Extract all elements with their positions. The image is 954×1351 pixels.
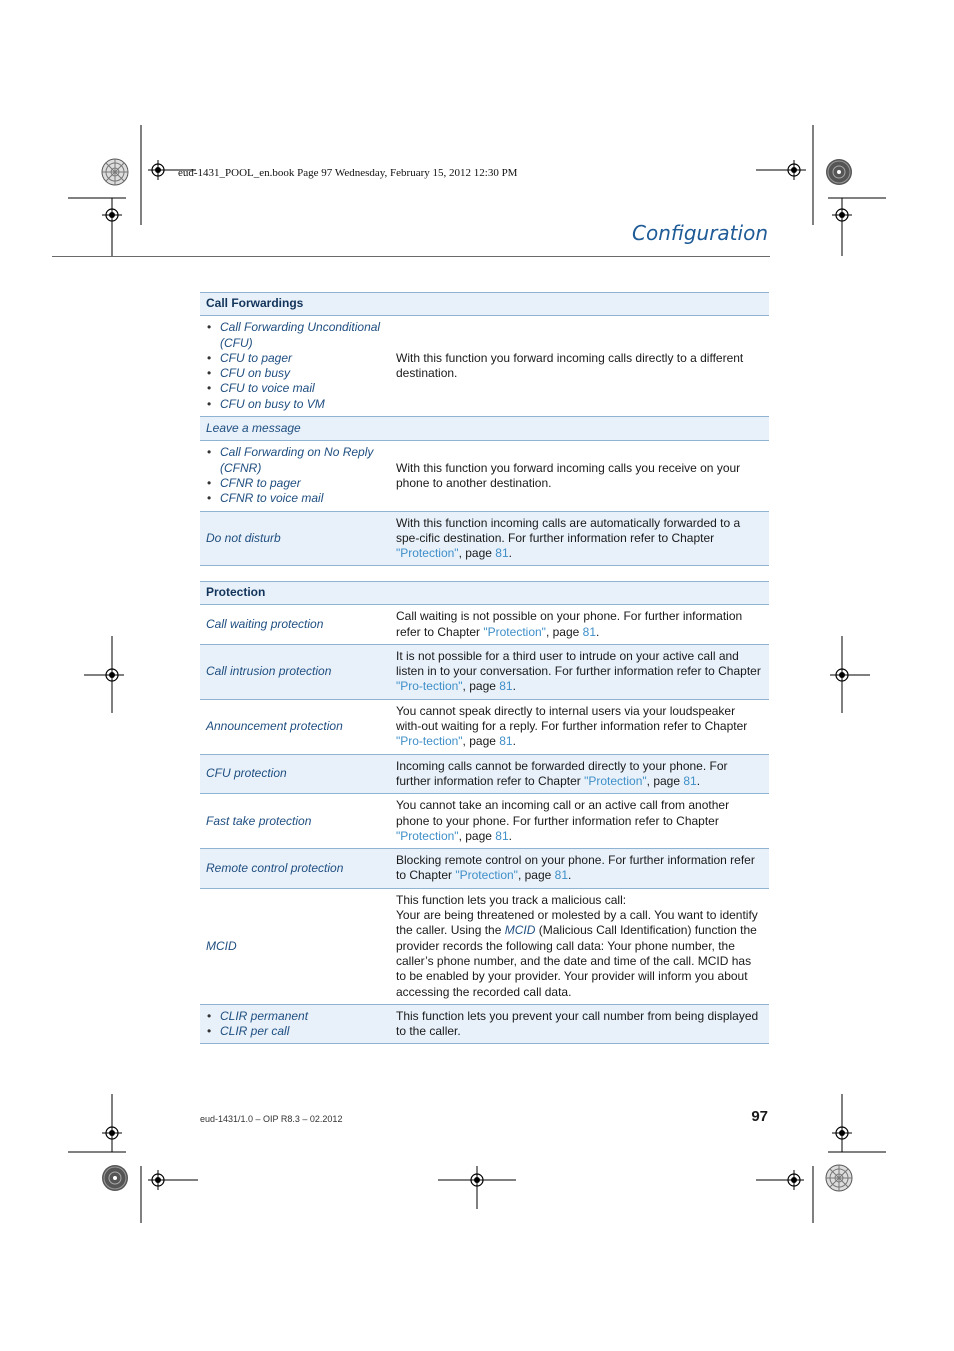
feature-description: You cannot take an incoming call or an active call from another phone to your phone. For further information refer to Chapter "Protection", page 81. (390, 794, 769, 849)
page-title: Configuration (632, 221, 768, 245)
feature-list (200, 441, 390, 511)
feature-description: It is not possible for a third user to intrude on your active call and listen in to your conversation. For further information refer to Chapter "Pro-tection", page 81. (390, 644, 769, 699)
mcid-term: MCID (504, 923, 536, 938)
feature-label: Call waiting protection (200, 605, 390, 645)
list-item: • CLIR permanent (206, 1009, 384, 1024)
table-row (200, 644, 769, 699)
feature-label: Fast take protection (200, 794, 390, 849)
table-row (200, 888, 769, 1004)
feature-label: Leave a message (200, 417, 390, 441)
page-link[interactable]: 81 (499, 679, 513, 694)
feature-description: With this function incoming calls are automatically forwarded to a spe-cific destination. For further information refer to Chapter "Protection", page 81. (390, 511, 769, 566)
feature-description: Incoming calls cannot be forwarded directly to your phone. For further information refer to Chapter "Protection", page 81. (390, 754, 769, 794)
table-row (200, 511, 769, 566)
list-item: • CLIR per call (206, 1024, 384, 1039)
feature-description: This function lets you track a malicious call: Your are being threatened or molested by a call. You want to identify the caller. Using the MCID (Malicious Call Identification) function the provider records the following call data: Your phone number, the caller’s phone number, and the date and time of the call. MCID has to be enabled by your provider. Your provider will inform you about accessing the recorded call data. (390, 888, 769, 1004)
feature-label: Do not disturb (200, 511, 390, 566)
page-number: 97 (751, 1108, 768, 1125)
table-row (200, 754, 769, 794)
chapter-link[interactable]: "Pro-tection" (396, 734, 463, 749)
chapter-link[interactable]: "Protection" (584, 773, 647, 788)
chapter-link[interactable]: "Protection" (483, 624, 546, 639)
book-info-line: eud-1431_POOL_en.book Page 97 Wednesday, February 15, 2012 12:30 PM (178, 167, 518, 179)
feature-description: With this function you forward incoming calls you receive on your phone to another destination. (390, 441, 769, 511)
list-item: • CFU to pager (206, 351, 384, 366)
chapter-link[interactable]: "Protection" (396, 828, 459, 843)
table-row (200, 605, 769, 645)
chapter-link[interactable]: "Protection" (455, 868, 518, 883)
header-divider (52, 256, 770, 257)
feature-label: Call intrusion protection (200, 644, 390, 699)
table-row (200, 794, 769, 849)
list-item: • CFNR to voice mail (206, 491, 384, 506)
table-row (200, 441, 769, 511)
list-item: • CFNR to pager (206, 476, 384, 491)
list-item: • CFU on busy (206, 366, 384, 381)
page-link[interactable]: 81 (554, 868, 568, 883)
list-item: • CFU to voice mail (206, 381, 384, 396)
document-id: eud-1431/1.0 – OIP R8.3 – 02.2012 (200, 1114, 343, 1124)
table-row (200, 699, 769, 754)
feature-description: Blocking remote control on your phone. For further information refer to Chapter "Protection", page 81. (390, 849, 769, 889)
feature-list (200, 316, 390, 417)
list-item: • CFU on busy to VM (206, 397, 384, 412)
page-link[interactable]: 81 (499, 734, 513, 749)
feature-label: CFU protection (200, 754, 390, 794)
chapter-link[interactable]: "Pro-tection" (396, 679, 463, 694)
feature-description: With this function you forward incoming calls directly to a different destination. (390, 316, 769, 417)
feature-description: Call waiting is not possible on your phone. For further information refer to Chapter "Protection", page 81. (390, 605, 769, 645)
call-forwardings-table (200, 292, 769, 566)
table-row (200, 417, 769, 441)
list-item: • Call Forwarding on No Reply (CFNR) (206, 445, 384, 476)
feature-description: You cannot speak directly to internal users via your loudspeaker with-out waiting for a reply. For further information refer to Chapter "Pro-tection", page 81. (390, 699, 769, 754)
page-link[interactable]: 81 (582, 624, 596, 639)
table-row (200, 849, 769, 889)
section-heading: Call Forwardings (200, 293, 769, 316)
list-item: • Call Forwarding Unconditional (CFU) (206, 320, 384, 351)
feature-label: MCID (200, 888, 390, 1004)
table-row (200, 1004, 769, 1044)
feature-label: Announcement protection (200, 699, 390, 754)
feature-list (200, 1004, 390, 1044)
chapter-link[interactable]: "Protection" (396, 546, 459, 561)
page-link[interactable]: 81 (683, 773, 697, 788)
page-link[interactable]: 81 (495, 828, 509, 843)
feature-label: Remote control protection (200, 849, 390, 889)
page-link[interactable]: 81 (495, 546, 509, 561)
feature-description: This function lets you prevent your call number from being displayed to the caller. (390, 1004, 769, 1044)
section-heading: Protection (200, 582, 769, 605)
protection-table (200, 581, 769, 1044)
table-row (200, 316, 769, 417)
